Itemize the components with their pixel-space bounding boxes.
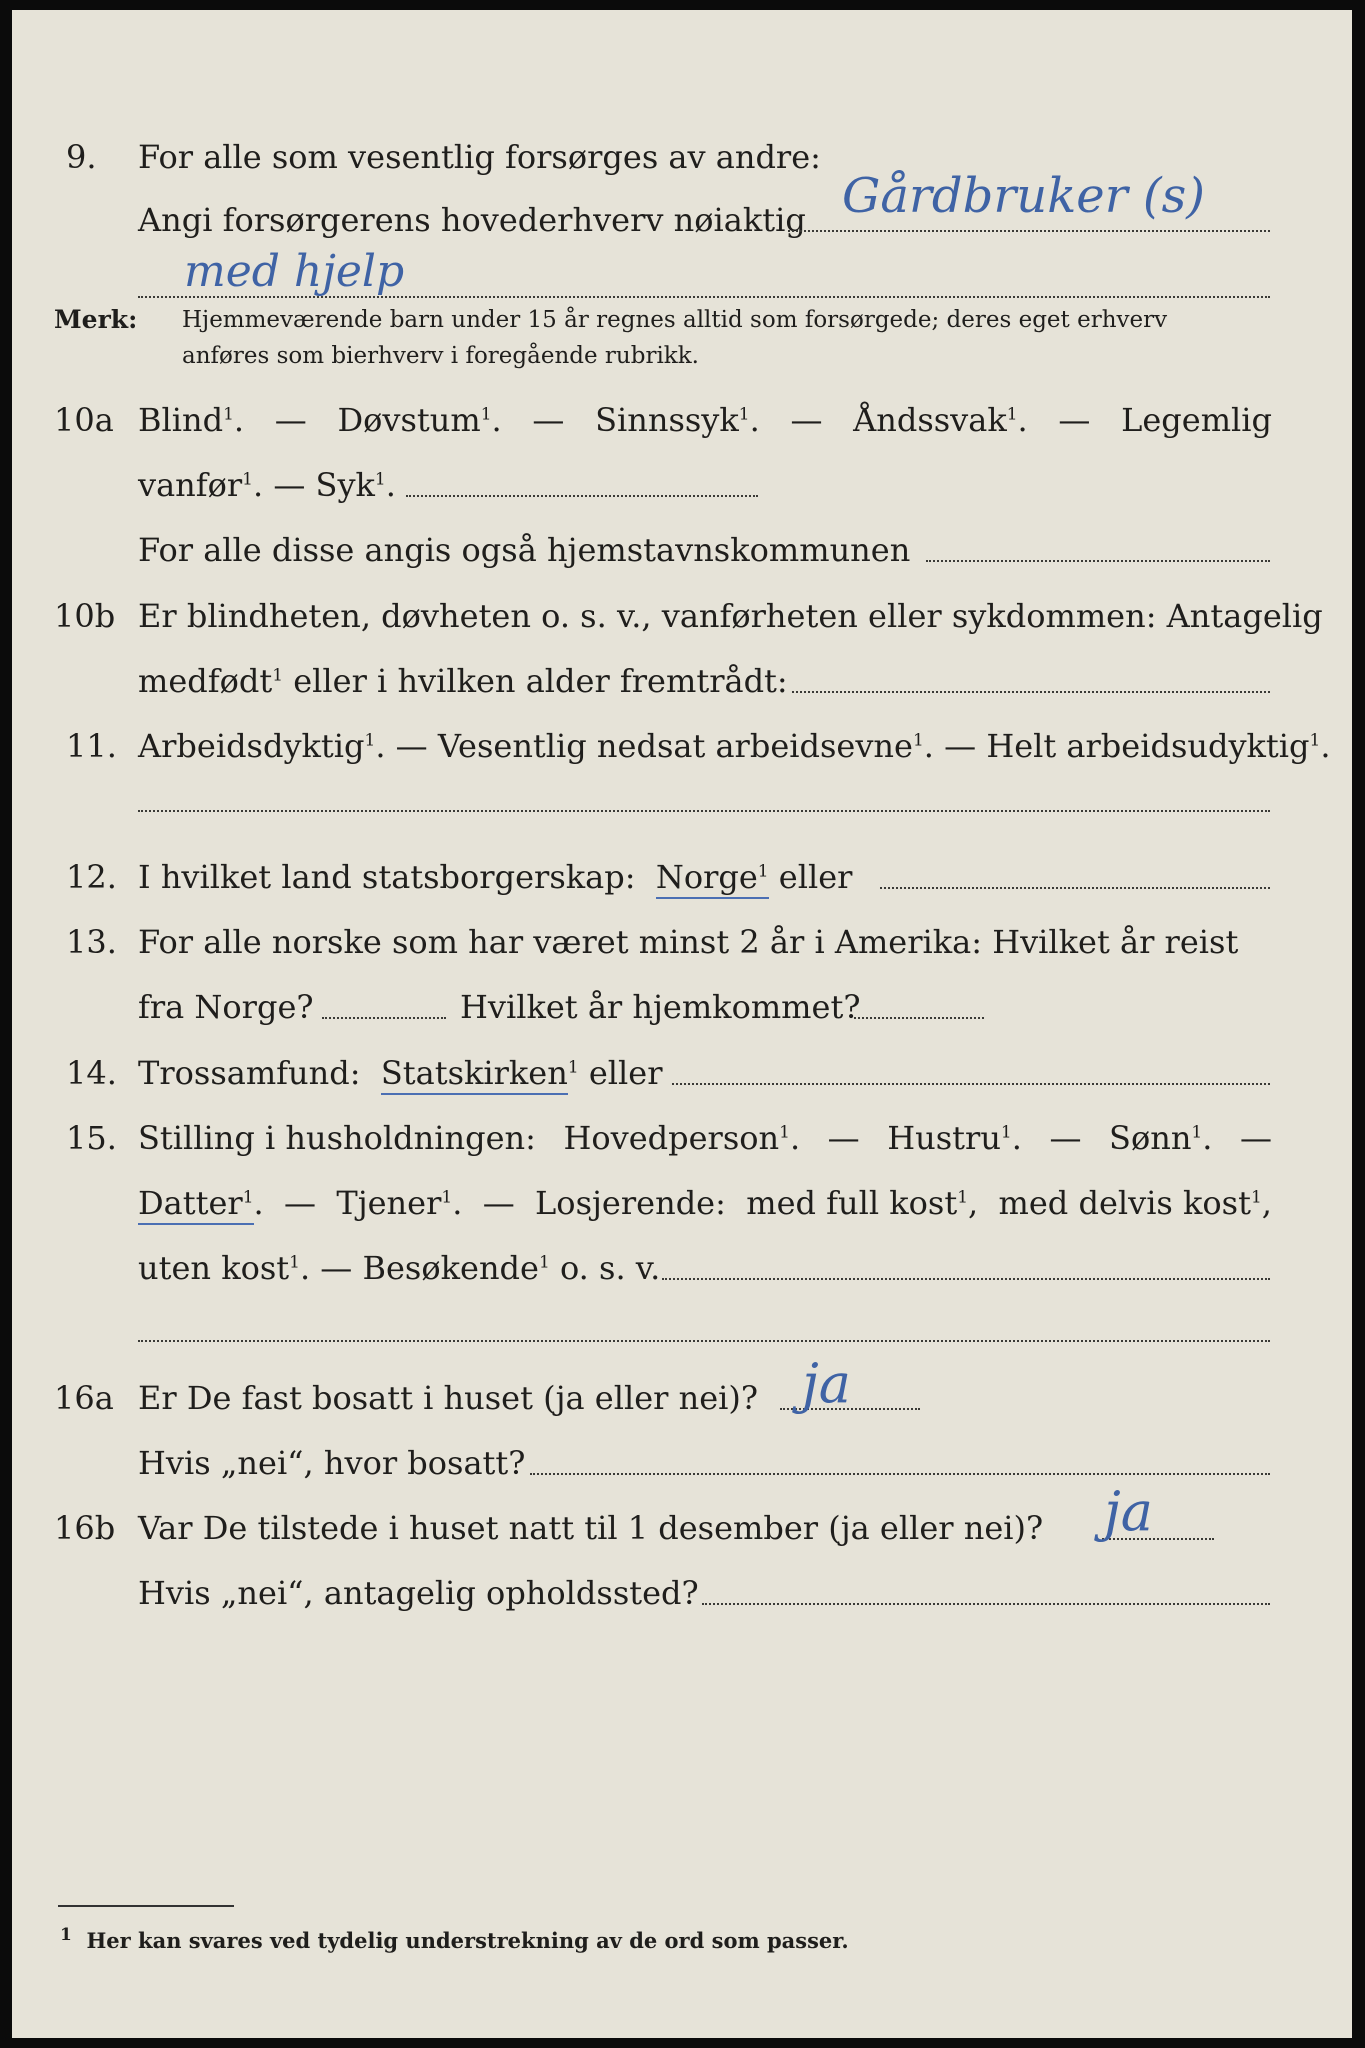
q10b-line2: medfødt$^1$ eller i hvilken alder fremtrådt: — [138, 662, 788, 700]
q10a-sinnssyk: Sinnssyk — [595, 401, 739, 439]
q13-fra-line — [322, 1017, 446, 1019]
q11-arbeidsdyktig: Arbeidsdyktig — [138, 727, 365, 765]
q15-line2: Datter$^1$. — Tjener$^1$. — Losjerende: med full kost$^1$, med delvis kost$^1$, — [138, 1183, 1272, 1223]
q15-osv: o. s. v. — [559, 1249, 661, 1287]
q15-sonn: Sønn — [1109, 1119, 1192, 1157]
q9-handwritten-answer2: med hjelp — [184, 246, 405, 297]
q10b-number: 10b — [54, 597, 116, 635]
q15-answer-line — [662, 1278, 1270, 1280]
q9-handwritten-answer: Gårdbruker (s) — [842, 168, 1205, 224]
q11-udyktig: Helt arbeidsudyktig — [986, 727, 1310, 765]
q15-utenkost: uten kost — [138, 1249, 290, 1287]
merk-line2: anføres som bierhverv i foregående rubrikk. — [182, 343, 699, 369]
footnote — [60, 1925, 849, 1953]
q15-delviskost: med delvis kost — [998, 1184, 1251, 1222]
q14-answer-line — [672, 1083, 1270, 1085]
q11-number: 11. — [66, 727, 117, 765]
q14-line: Trossamfund: Statskirken$^1$ eller — [138, 1053, 662, 1093]
merk-label: Merk: — [54, 305, 138, 334]
q12-answer-line — [880, 887, 1270, 889]
census-form-page — [12, 10, 1352, 2038]
q16a-line1: Er De fast bosatt i huset (ja eller nei)? — [138, 1379, 759, 1417]
q13-fra: fra Norge? — [138, 988, 314, 1026]
q16a-line2: Hvis „nei“, hvor bosatt? — [138, 1444, 526, 1482]
q16b-line2: Hvis „nei“, antagelig opholdssted? — [138, 1574, 699, 1612]
q12-eller: eller — [778, 858, 853, 896]
q16b-number: 16b — [54, 1509, 116, 1547]
q15-fullkost: med full kost — [746, 1184, 958, 1222]
q13-hjem: Hvilket år hjemkommet? — [460, 988, 861, 1026]
q9-line2: Angi forsørgerens hovederhverv nøiaktig — [138, 201, 806, 239]
q10a-andssvak: Åndssvak — [853, 401, 1007, 439]
merk-line1: Hjemmeværende barn under 15 år regnes alltid som forsørgede; deres eget erhverv — [182, 307, 1168, 333]
q10b-line1: Er blindheten, døvheten o. s. v., vanførheten eller sykdommen: Antagelig — [138, 597, 1323, 635]
q10a-syk-line — [406, 495, 758, 497]
q9-answer-line — [788, 230, 1270, 232]
q15-losjerende: Losjerende: — [535, 1184, 726, 1222]
q15-besokende: Besøkende — [362, 1249, 539, 1287]
q16b-opholdssted-line — [702, 1603, 1270, 1605]
q14-statskirken-underlined: Statskirken — [381, 1054, 568, 1095]
q15-datter-underlined: Datter$^1$ — [138, 1184, 254, 1225]
q10b-rest: eller i hvilken alder fremtrådt: — [293, 662, 788, 700]
q16a-bosatt-line — [530, 1473, 1270, 1475]
q15-lead: Stilling i husholdningen: — [138, 1119, 536, 1157]
q12-text: I hvilket land statsborgerskap: — [138, 858, 636, 896]
q10a-line1: Blind$^1$. — Døvstum$^1$. — Sinnssyk$^1$. — Åndssvak$^1$. — Legemlig — [138, 401, 1272, 439]
q15-hovedperson: Hovedperson — [563, 1119, 780, 1157]
q16b-handwritten-answer: ja — [1104, 1480, 1153, 1543]
q15-tjener: Tjener — [336, 1184, 442, 1222]
footnote-text: Her kan svares ved tydelig understrekning av de ord som passer. — [86, 1928, 849, 1953]
q11-nedsat: Vesentlig nedsat arbeidsevne — [437, 727, 913, 765]
q10a-line2: vanfør$^1$. — Syk$^1$. — [138, 466, 396, 504]
q15-hustru: Hustru — [887, 1119, 1001, 1157]
q10a-dovstum: Døvstum — [337, 401, 481, 439]
q14-eller: eller — [588, 1054, 663, 1092]
q10a-syk: Syk — [315, 466, 375, 504]
q15-number: 15. — [66, 1119, 117, 1157]
q15-answer-line2 — [138, 1340, 1270, 1342]
q13-line1: For alle norske som har været minst 2 år i Amerika: Hvilket år reist — [138, 923, 1239, 961]
q12-number: 12. — [66, 858, 117, 896]
q9-number: 9. — [66, 138, 97, 176]
q11-line: Arbeidsdyktig$^1$. — Vesentlig nedsat arbeidsevne$^1$. — Helt arbeidsudyktig$^1$. — [138, 727, 1331, 765]
q10b-medfodt: medfødt — [138, 662, 273, 700]
q16b-line1: Var De tilstede i huset natt til 1 desember (ja eller nei)? — [138, 1509, 1044, 1547]
q10a-blind: Blind — [138, 401, 224, 439]
q10a-vanfor: vanfør — [138, 466, 243, 504]
q14-text: Trossamfund: — [138, 1054, 361, 1092]
q10a-hjemstavn-line — [926, 560, 1270, 562]
q16a-handwritten-answer: ja — [802, 1352, 851, 1415]
q11-answer-line — [138, 810, 1270, 812]
q10b-answer-line — [792, 691, 1270, 693]
q10a-legemlig: Legemlig — [1121, 401, 1272, 439]
q13-hjem-line — [854, 1017, 984, 1019]
q12-norge-underlined: Norge$^1$ — [656, 858, 769, 899]
q16a-number: 16a — [54, 1379, 114, 1417]
q9-line1: For alle som vesentlig forsørges av andre: — [138, 138, 821, 176]
footnote-rule — [58, 1905, 234, 1907]
q14-number: 14. — [66, 1054, 117, 1092]
q15-line3: uten kost$^1$. — Besøkende$^1$ o. s. v. — [138, 1249, 661, 1287]
q13-number: 13. — [66, 923, 117, 961]
footnote-mark: 1 — [60, 1925, 72, 1945]
q12-line — [138, 857, 852, 897]
q10a-number: 10a — [54, 401, 114, 439]
q10a-line3: For alle disse angis også hjemstavnskommunen — [138, 531, 911, 569]
q15-line1: Stilling i husholdningen: Hovedperson$^1$. — Hustru$^1$. — Sønn$^1$. — — [138, 1119, 1272, 1157]
